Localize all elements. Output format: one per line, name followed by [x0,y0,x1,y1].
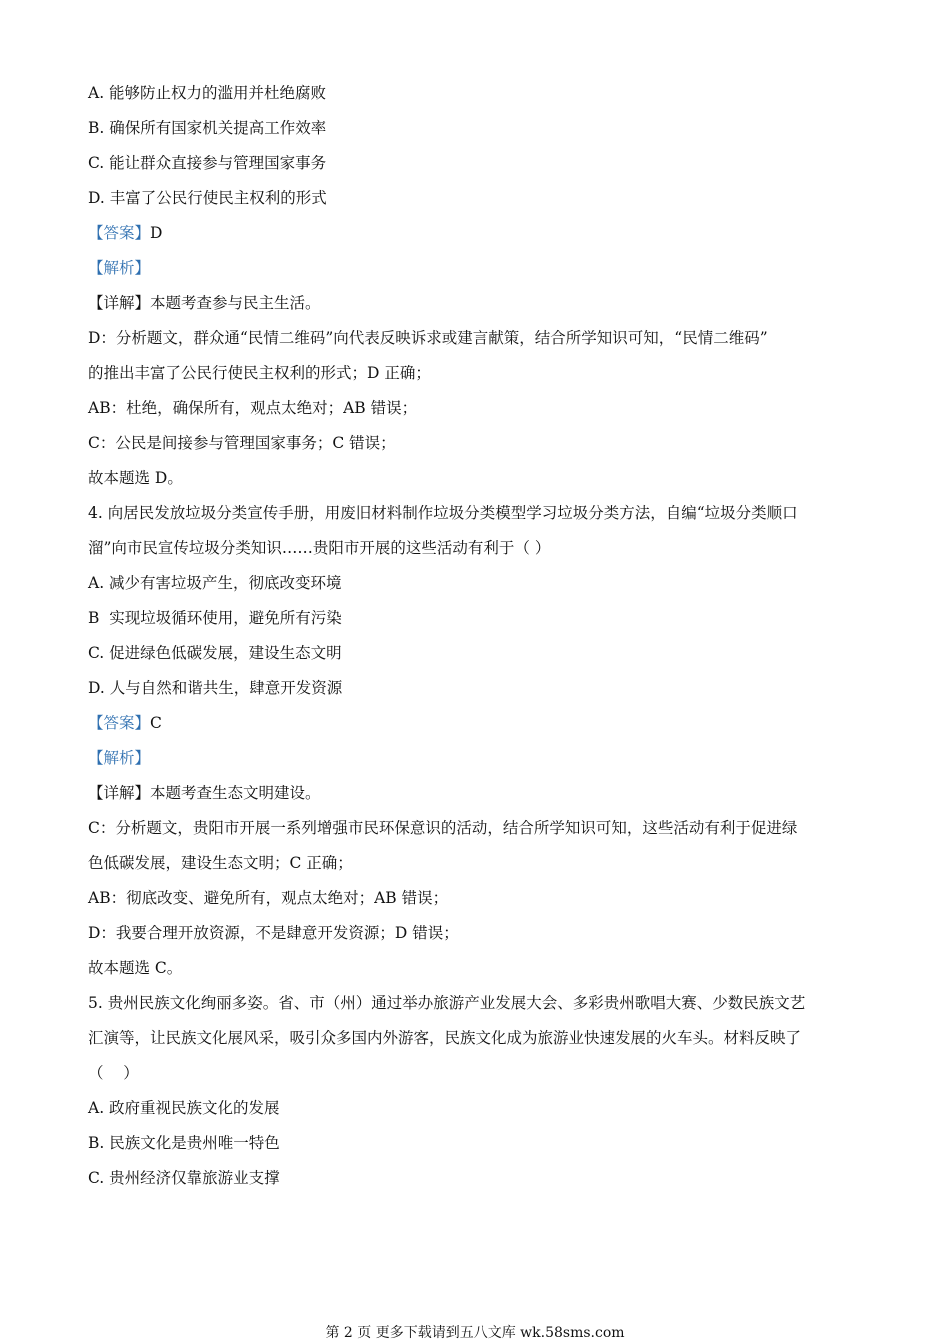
q3-analysis-label: 【解析】 [88,259,151,277]
q4-answer-label: 【答案】 [88,714,151,732]
q5-option-a: A. 政府重视民族文化的发展 [88,1099,280,1117]
q4-option-b: B 实现垃圾循环使用，避免所有污染 [88,609,342,627]
q5-stem-1: 5. 贵州民族文化绚丽多姿。省、市（州）通过举办旅游产业发展大会、多彩贵州歌唱大赛、少数民族文艺 [88,994,806,1012]
q3-explain-d-1: D：分析题文，群众通“民情二维码”向代表反映诉求或建言献策，结合所学知识可知，“民情二维码” [88,329,768,347]
q5-stem-3: （ ） [88,1064,139,1082]
q4-stem-1: 4. 向居民发放垃圾分类宣传手册，用废旧材料制作垃圾分类模型学习垃圾分类方法，自编“垃圾分类顺口 [88,504,798,522]
q3-conclusion: 故本题选 D。 [88,469,183,487]
q4-option-c: C. 促进绿色低碳发展，建设生态文明 [88,644,342,662]
q3-answer-label: 【答案】 [88,224,151,242]
q4-option-a: A. 减少有害垃圾产生，彻底改变环境 [88,574,342,592]
q4-detail: 【详解】本题考查生态文明建设。 [88,784,321,802]
q3-explain-c: C：公民是间接参与管理国家事务；C 错误； [88,434,396,452]
q4-stem-2: 溜”向市民宣传垃圾分类知识……贵阳市开展的这些活动有利于（ ） [88,539,551,557]
q4-conclusion: 故本题选 C。 [88,959,183,977]
q4-analysis-label: 【解析】 [88,749,151,767]
q3-answer [88,216,868,251]
q4-answer-value: C [150,714,162,732]
q3-explain-d-2: 的推出丰富了公民行使民主权利的形式；D 正确； [88,364,431,382]
q3-detail: 【详解】本题考查参与民主生活。 [88,294,321,312]
q5-stem-2: 汇演等，让民族文化展风采，吸引众多国内外游客，民族文化成为旅游业快速发展的火车头。材料反映了 [88,1029,802,1047]
q4-explain-c-1: C：分析题文，贵阳市开展一系列增强市民环保意识的活动，结合所学知识可知，这些活动有利于促进绿 [88,819,798,837]
q3-option-d: D. 丰富了公民行使民主权利的形式 [88,189,327,207]
q4-explain-d: D：我要合理开放资源，不是肆意开发资源；D 错误； [88,924,459,942]
document-page [88,76,868,1196]
q3-explain-ab: AB：杜绝，确保所有，观点太绝对；AB 错误； [88,399,418,417]
page-footer: 第 2 页 更多下载请到五八文库 wk.58sms.com [325,1325,625,1341]
q4-explain-c-2: 色低碳发展，建设生态文明；C 正确； [88,854,353,872]
q3-option-b: B. 确保所有国家机关提高工作效率 [88,119,327,137]
q4-option-d: D. 人与自然和谐共生，肆意开发资源 [88,679,343,697]
q5-option-b: B. 民族文化是贵州唯一特色 [88,1134,280,1152]
q4-answer [88,706,868,741]
q3-option-c: C. 能让群众直接参与管理国家事务 [88,154,327,172]
q3-option-a: A. 能够防止权力的滥用并杜绝腐败 [88,84,327,102]
q5-option-c: C. 贵州经济仅靠旅游业支撑 [88,1169,280,1187]
q4-explain-ab: AB：彻底改变、避免所有，观点太绝对；AB 错误； [88,889,449,907]
q3-answer-value: D [150,224,163,242]
